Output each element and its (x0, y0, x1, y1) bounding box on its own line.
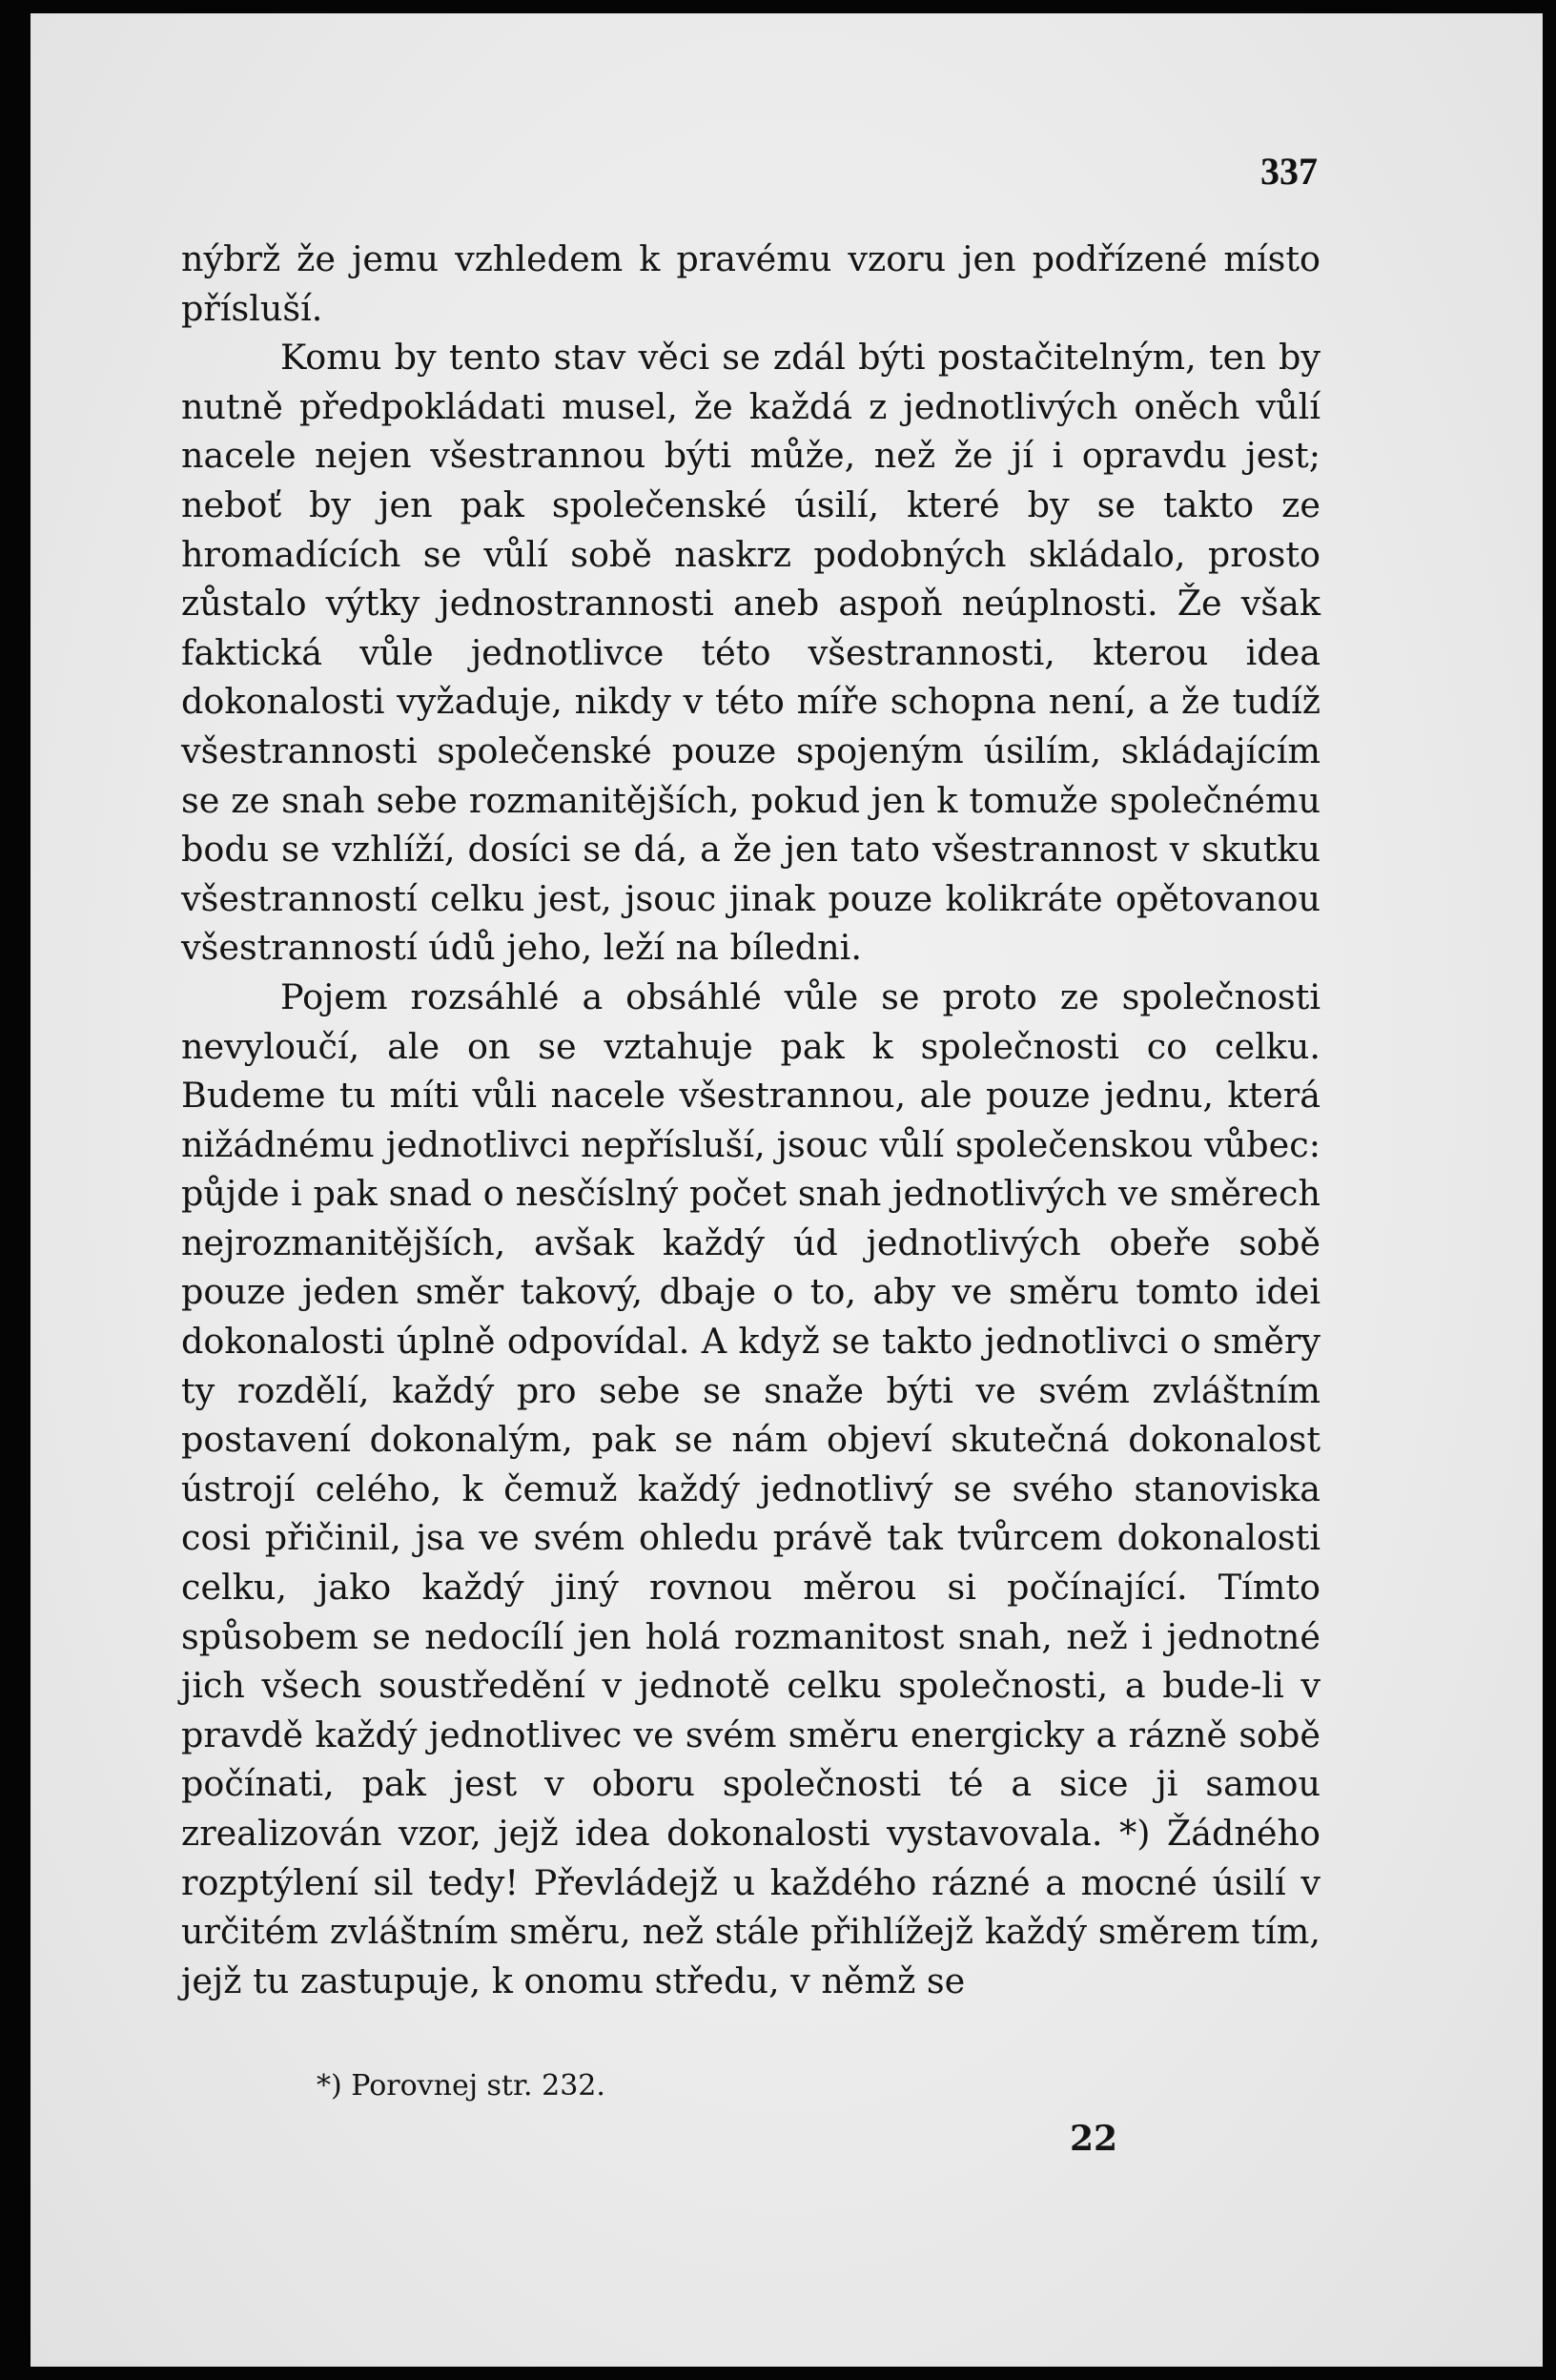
paragraph: Pojem rozsáhlé a obsáhlé vůle se proto ze společnosti nevyloučí, ale on se vztahuje pak k společnosti co celku. Budeme tu míti vůli nacele všestrannou, ale pouze jednu, která nižádnému jednotlivci nepřísluší, jsouc vůlí společenskou vůbec: půjde i pak snad o nesčíslný počet snah jednotlivých ve směrech nejrozmanitějších, avšak každý úd jednotlivých obeře sobě pouze jeden směr takový, dbaje o to, aby ve směru tomto idei dokonalosti úplně odpovídal. A když se takto jednotlivci o směry ty rozdělí, každý pro sebe se snaže býti ve svém zvláštním postavení dokonalým, pak se nám objeví skutečná dokonalost ústrojí celého, k čemuž každý jednotlivý se svého stanoviska cosi přičinil, jsa ve svém ohledu právě tak tvůrcem dokonalosti celku, jako každý jiný rovnou měrou si počínající. Tímto spůsobem se nedocílí jen holá rozmanitost snah, než i jednotné jich všech soustředění v jednotě celku společnosti, a bude-li v pravdě každý jednotlivec ve svém směru energicky a rázně sobě počínati, pak jest v oboru společnosti té a sice ji samou zrealizován vzor, jejž idea dokonalosti vystavovala. *) Žádného rozptýlení sil tedy! Převládejž u každého rázné a mocné úsilí v určitém zvláštním směru, než stále přihlížejž každý směrem tím, jejž tu zastupuje, k onomu středu, v němž se (181, 975, 1321, 2001)
book-page (31, 13, 1543, 2367)
footnote: *) Porovnej str. 232. (317, 2069, 605, 2103)
paragraph-continuation: nýbrž že jemu vzhledem k pravému vzoru jen podřízené místo přísluší. (181, 238, 1321, 329)
body-text (181, 235, 1321, 2005)
page-number: 337 (1260, 150, 1318, 193)
printer-signature-mark: 22 (1070, 2119, 1118, 2159)
paragraph: Komu by tento stav věci se zdál býti postačitelným, ten by nutně předpokládati musel, že každá z jednotlivých oněch vůlí nacele nejen všestrannou býti může, než že jí i opravdu jest; neboť by jen pak společenské úsilí, které by se takto ze hromadících se vůlí sobě naskrz podobných skládalo, prosto zůstalo výtky jednostrannosti aneb aspoň neúplnosti. Že však faktická vůle jednotlivce této všestrannosti, kterou idea dokonalosti vyžaduje, nikdy v této míře schopna není, a že tudíž všestrannosti společenské pouze spojeným úsilím, skládajícím se ze snah sebe rozmanitějších, pokud jen k tomuže společnému bodu se vzhlíží, dosíci se dá, a že jen tato všestrannost v skutku všestranností celku jest, jsouc jinak pouze kolikráte opětovanou všestranností údů jeho, leží na bíledni. (181, 337, 1321, 969)
